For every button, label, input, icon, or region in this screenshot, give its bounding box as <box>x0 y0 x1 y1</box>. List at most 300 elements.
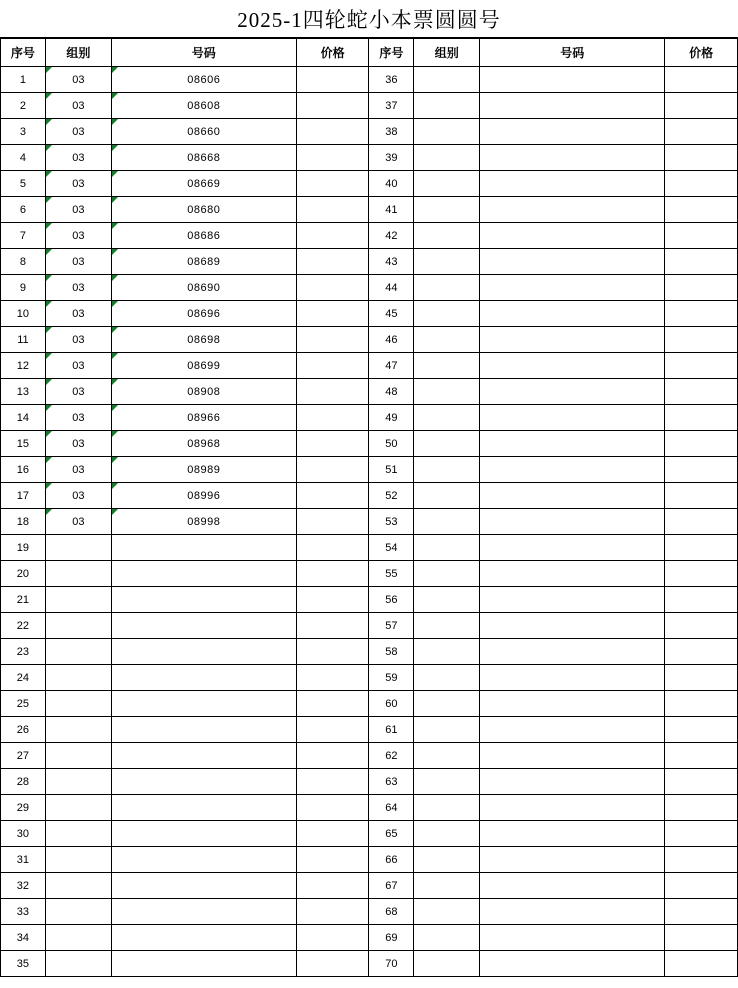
cell-group-right[interactable] <box>414 197 480 223</box>
cell-price-left[interactable] <box>296 951 369 977</box>
cell-price-right[interactable] <box>665 431 738 457</box>
table-row <box>1 327 738 353</box>
cell-group-left[interactable]: 03 <box>45 93 111 119</box>
cell-seq-left[interactable]: 34 <box>1 925 46 951</box>
table-header-row <box>1 39 738 67</box>
table-row <box>1 67 738 93</box>
table-body <box>1 67 738 977</box>
cell-number-right[interactable] <box>480 743 665 769</box>
cell-seq-left[interactable]: 29 <box>1 795 46 821</box>
cell-seq-right[interactable]: 47 <box>369 353 414 379</box>
cell-group-left[interactable] <box>45 587 111 613</box>
cell-price-right[interactable] <box>665 639 738 665</box>
cell-seq-right[interactable]: 57 <box>369 613 414 639</box>
cell-group-right[interactable] <box>414 457 480 483</box>
cell-group-left[interactable]: 03 <box>45 145 111 171</box>
cell-number-left[interactable]: 08660 <box>111 119 296 145</box>
cell-seq-left[interactable]: 6 <box>1 197 46 223</box>
cell-seq-right[interactable]: 49 <box>369 405 414 431</box>
cell-seq-left[interactable]: 16 <box>1 457 46 483</box>
cell-seq-left[interactable]: 28 <box>1 769 46 795</box>
cell-number-left[interactable]: 08698 <box>111 327 296 353</box>
cell-group-right[interactable] <box>414 743 480 769</box>
cell-group-left[interactable] <box>45 899 111 925</box>
cell-number-right[interactable] <box>480 353 665 379</box>
cell-seq-left[interactable]: 30 <box>1 821 46 847</box>
table-row <box>1 457 738 483</box>
cell-price-left[interactable] <box>296 639 369 665</box>
cell-seq-right[interactable]: 42 <box>369 223 414 249</box>
cell-group-right[interactable] <box>414 431 480 457</box>
cell-seq-right[interactable]: 64 <box>369 795 414 821</box>
cell-number-left[interactable] <box>111 587 296 613</box>
cell-number-right[interactable] <box>480 847 665 873</box>
cell-number-left[interactable]: 08968 <box>111 431 296 457</box>
cell-seq-right[interactable]: 37 <box>369 93 414 119</box>
cell-seq-left[interactable]: 19 <box>1 535 46 561</box>
cell-seq-right[interactable]: 41 <box>369 197 414 223</box>
cell-seq-left[interactable]: 14 <box>1 405 46 431</box>
cell-number-left[interactable] <box>111 925 296 951</box>
cell-group-right[interactable] <box>414 483 480 509</box>
cell-number-left[interactable] <box>111 847 296 873</box>
cell-price-left[interactable] <box>296 665 369 691</box>
cell-number-right[interactable] <box>480 899 665 925</box>
table-row <box>1 119 738 145</box>
cell-group-right[interactable] <box>414 145 480 171</box>
cell-price-right[interactable] <box>665 67 738 93</box>
cell-number-right[interactable] <box>480 639 665 665</box>
cell-price-right[interactable] <box>665 925 738 951</box>
cell-seq-left[interactable]: 17 <box>1 483 46 509</box>
cell-number-right[interactable] <box>480 145 665 171</box>
cell-number-left[interactable]: 08608 <box>111 93 296 119</box>
cell-number-right[interactable] <box>480 613 665 639</box>
cell-seq-left[interactable]: 33 <box>1 899 46 925</box>
cell-group-left[interactable]: 03 <box>45 223 111 249</box>
cell-number-left[interactable] <box>111 899 296 925</box>
cell-price-left[interactable] <box>296 769 369 795</box>
cell-group-right[interactable] <box>414 353 480 379</box>
cell-seq-left[interactable]: 9 <box>1 275 46 301</box>
cell-group-right[interactable] <box>414 769 480 795</box>
cell-price-left[interactable] <box>296 145 369 171</box>
cell-group-left[interactable] <box>45 925 111 951</box>
cell-number-left[interactable]: 08668 <box>111 145 296 171</box>
cell-number-right[interactable] <box>480 821 665 847</box>
cell-seq-right[interactable]: 68 <box>369 899 414 925</box>
cell-number-left[interactable] <box>111 743 296 769</box>
cell-seq-right[interactable]: 63 <box>369 769 414 795</box>
cell-group-left[interactable] <box>45 795 111 821</box>
cell-group-right[interactable] <box>414 379 480 405</box>
cell-seq-right[interactable]: 58 <box>369 639 414 665</box>
cell-price-left[interactable] <box>296 535 369 561</box>
cell-number-right[interactable] <box>480 119 665 145</box>
cell-price-left[interactable] <box>296 457 369 483</box>
cell-group-left[interactable]: 03 <box>45 509 111 535</box>
cell-price-left[interactable] <box>296 67 369 93</box>
cell-number-right[interactable] <box>480 405 665 431</box>
cell-group-left[interactable] <box>45 951 111 977</box>
cell-group-left[interactable] <box>45 717 111 743</box>
cell-number-left[interactable] <box>111 769 296 795</box>
cell-group-right[interactable] <box>414 509 480 535</box>
cell-number-left[interactable]: 08690 <box>111 275 296 301</box>
cell-seq-right[interactable]: 70 <box>369 951 414 977</box>
cell-number-left[interactable]: 08989 <box>111 457 296 483</box>
cell-number-right[interactable] <box>480 795 665 821</box>
cell-group-right[interactable] <box>414 847 480 873</box>
cell-price-right[interactable] <box>665 249 738 275</box>
table-row <box>1 613 738 639</box>
cell-number-right[interactable] <box>480 483 665 509</box>
cell-number-right[interactable] <box>480 509 665 535</box>
cell-price-right[interactable] <box>665 379 738 405</box>
cell-price-left[interactable] <box>296 561 369 587</box>
cell-group-left[interactable]: 03 <box>45 405 111 431</box>
cell-number-left[interactable]: 08696 <box>111 301 296 327</box>
cell-seq-left[interactable]: 26 <box>1 717 46 743</box>
cell-seq-right[interactable]: 43 <box>369 249 414 275</box>
cell-number-left[interactable]: 08606 <box>111 67 296 93</box>
cell-seq-right[interactable]: 61 <box>369 717 414 743</box>
cell-group-left[interactable]: 03 <box>45 353 111 379</box>
header-group-right: 组别 <box>414 39 480 67</box>
cell-group-right[interactable] <box>414 821 480 847</box>
cell-price-left[interactable] <box>296 873 369 899</box>
cell-number-left[interactable] <box>111 639 296 665</box>
cell-price-left[interactable] <box>296 613 369 639</box>
cell-group-right[interactable] <box>414 899 480 925</box>
cell-seq-right[interactable]: 60 <box>369 691 414 717</box>
cell-number-left[interactable] <box>111 821 296 847</box>
cell-number-right[interactable] <box>480 457 665 483</box>
cell-number-left[interactable]: 08680 <box>111 197 296 223</box>
cell-seq-right[interactable]: 36 <box>369 67 414 93</box>
cell-price-left[interactable] <box>296 223 369 249</box>
cell-group-left[interactable]: 03 <box>45 379 111 405</box>
cell-price-right[interactable] <box>665 275 738 301</box>
cell-number-right[interactable] <box>480 171 665 197</box>
cell-price-right[interactable] <box>665 847 738 873</box>
cell-price-left[interactable] <box>296 93 369 119</box>
cell-seq-left[interactable]: 22 <box>1 613 46 639</box>
cell-seq-right[interactable]: 50 <box>369 431 414 457</box>
cell-group-right[interactable] <box>414 249 480 275</box>
cell-group-left[interactable] <box>45 873 111 899</box>
cell-price-right[interactable] <box>665 327 738 353</box>
cell-seq-left[interactable]: 24 <box>1 665 46 691</box>
cell-group-right[interactable] <box>414 925 480 951</box>
cell-group-left[interactable] <box>45 613 111 639</box>
cell-price-left[interactable] <box>296 431 369 457</box>
cell-price-left[interactable] <box>296 301 369 327</box>
cell-seq-right[interactable]: 65 <box>369 821 414 847</box>
table-row <box>1 795 738 821</box>
cell-price-left[interactable] <box>296 899 369 925</box>
cell-seq-left[interactable]: 20 <box>1 561 46 587</box>
cell-number-right[interactable] <box>480 769 665 795</box>
cell-number-right[interactable] <box>480 873 665 899</box>
cell-seq-left[interactable]: 18 <box>1 509 46 535</box>
cell-price-left[interactable] <box>296 717 369 743</box>
cell-seq-right[interactable]: 38 <box>369 119 414 145</box>
cell-group-right[interactable] <box>414 223 480 249</box>
cell-group-right[interactable] <box>414 327 480 353</box>
cell-seq-left[interactable]: 3 <box>1 119 46 145</box>
cell-group-right[interactable] <box>414 275 480 301</box>
cell-price-right[interactable] <box>665 743 738 769</box>
cell-number-left[interactable] <box>111 795 296 821</box>
cell-seq-left[interactable]: 27 <box>1 743 46 769</box>
cell-seq-right[interactable]: 48 <box>369 379 414 405</box>
cell-group-right[interactable] <box>414 119 480 145</box>
cell-group-left[interactable]: 03 <box>45 171 111 197</box>
cell-price-right[interactable] <box>665 353 738 379</box>
table-row <box>1 925 738 951</box>
cell-number-left[interactable]: 08686 <box>111 223 296 249</box>
cell-price-right[interactable] <box>665 691 738 717</box>
cell-group-left[interactable]: 03 <box>45 197 111 223</box>
cell-group-left[interactable]: 03 <box>45 457 111 483</box>
cell-group-right[interactable] <box>414 795 480 821</box>
cell-group-right[interactable] <box>414 93 480 119</box>
cell-price-right[interactable] <box>665 145 738 171</box>
cell-number-right[interactable] <box>480 431 665 457</box>
cell-number-right[interactable] <box>480 665 665 691</box>
table-row <box>1 249 738 275</box>
cell-price-right[interactable] <box>665 717 738 743</box>
cell-price-left[interactable] <box>296 509 369 535</box>
cell-seq-right[interactable]: 67 <box>369 873 414 899</box>
cell-group-left[interactable]: 03 <box>45 301 111 327</box>
cell-group-left[interactable]: 03 <box>45 431 111 457</box>
cell-price-right[interactable] <box>665 457 738 483</box>
cell-number-left[interactable]: 08908 <box>111 379 296 405</box>
cell-group-left[interactable]: 03 <box>45 67 111 93</box>
cell-seq-left[interactable]: 1 <box>1 67 46 93</box>
cell-seq-left[interactable]: 2 <box>1 93 46 119</box>
table-row <box>1 691 738 717</box>
cell-price-left[interactable] <box>296 171 369 197</box>
cell-price-left[interactable] <box>296 327 369 353</box>
cell-price-right[interactable] <box>665 561 738 587</box>
cell-group-right[interactable] <box>414 665 480 691</box>
cell-number-right[interactable] <box>480 535 665 561</box>
cell-price-right[interactable] <box>665 509 738 535</box>
cell-group-left[interactable] <box>45 769 111 795</box>
cell-number-right[interactable] <box>480 691 665 717</box>
cell-number-left[interactable] <box>111 613 296 639</box>
cell-number-left[interactable]: 08966 <box>111 405 296 431</box>
cell-number-right[interactable] <box>480 223 665 249</box>
cell-price-right[interactable] <box>665 795 738 821</box>
cell-number-right[interactable] <box>480 925 665 951</box>
cell-group-left[interactable] <box>45 665 111 691</box>
cell-seq-left[interactable]: 31 <box>1 847 46 873</box>
cell-number-left[interactable]: 08689 <box>111 249 296 275</box>
cell-seq-left[interactable]: 7 <box>1 223 46 249</box>
cell-group-right[interactable] <box>414 587 480 613</box>
cell-number-left[interactable]: 08699 <box>111 353 296 379</box>
cell-seq-right[interactable]: 52 <box>369 483 414 509</box>
cell-seq-left[interactable]: 25 <box>1 691 46 717</box>
cell-price-right[interactable] <box>665 119 738 145</box>
cell-seq-right[interactable]: 66 <box>369 847 414 873</box>
cell-group-left[interactable]: 03 <box>45 249 111 275</box>
cell-price-right[interactable] <box>665 587 738 613</box>
cell-number-right[interactable] <box>480 275 665 301</box>
cell-seq-right[interactable]: 59 <box>369 665 414 691</box>
cell-price-left[interactable] <box>296 249 369 275</box>
cell-seq-left[interactable]: 23 <box>1 639 46 665</box>
cell-number-left[interactable]: 08998 <box>111 509 296 535</box>
cell-price-left[interactable] <box>296 743 369 769</box>
cell-seq-right[interactable]: 54 <box>369 535 414 561</box>
cell-group-left[interactable]: 03 <box>45 119 111 145</box>
cell-seq-right[interactable]: 44 <box>369 275 414 301</box>
cell-group-right[interactable] <box>414 405 480 431</box>
cell-group-right[interactable] <box>414 717 480 743</box>
cell-group-right[interactable] <box>414 951 480 977</box>
cell-group-right[interactable] <box>414 873 480 899</box>
table-row <box>1 847 738 873</box>
cell-price-right[interactable] <box>665 769 738 795</box>
cell-seq-right[interactable]: 55 <box>369 561 414 587</box>
cell-group-left[interactable] <box>45 847 111 873</box>
cell-seq-left[interactable]: 15 <box>1 431 46 457</box>
cell-group-left[interactable] <box>45 821 111 847</box>
cell-number-left[interactable] <box>111 535 296 561</box>
cell-number-right[interactable] <box>480 587 665 613</box>
cell-price-right[interactable] <box>665 821 738 847</box>
table-row <box>1 197 738 223</box>
cell-group-right[interactable] <box>414 535 480 561</box>
cell-seq-left[interactable]: 12 <box>1 353 46 379</box>
cell-group-left[interactable]: 03 <box>45 275 111 301</box>
cell-number-right[interactable] <box>480 197 665 223</box>
cell-price-left[interactable] <box>296 847 369 873</box>
cell-number-right[interactable] <box>480 951 665 977</box>
table-row <box>1 717 738 743</box>
cell-seq-right[interactable]: 56 <box>369 587 414 613</box>
cell-price-left[interactable] <box>296 483 369 509</box>
cell-group-left[interactable] <box>45 743 111 769</box>
cell-number-left[interactable]: 08996 <box>111 483 296 509</box>
cell-price-right[interactable] <box>665 665 738 691</box>
cell-seq-right[interactable]: 39 <box>369 145 414 171</box>
cell-price-left[interactable] <box>296 587 369 613</box>
cell-price-left[interactable] <box>296 379 369 405</box>
cell-seq-left[interactable]: 11 <box>1 327 46 353</box>
cell-price-right[interactable] <box>665 951 738 977</box>
cell-seq-left[interactable]: 4 <box>1 145 46 171</box>
cell-group-right[interactable] <box>414 561 480 587</box>
cell-price-left[interactable] <box>296 691 369 717</box>
cell-number-left[interactable] <box>111 873 296 899</box>
cell-group-left[interactable]: 03 <box>45 483 111 509</box>
cell-price-left[interactable] <box>296 119 369 145</box>
cell-price-right[interactable] <box>665 613 738 639</box>
cell-price-right[interactable] <box>665 223 738 249</box>
cell-price-right[interactable] <box>665 405 738 431</box>
cell-group-right[interactable] <box>414 639 480 665</box>
cell-price-right[interactable] <box>665 301 738 327</box>
cell-group-right[interactable] <box>414 67 480 93</box>
cell-number-left[interactable]: 08669 <box>111 171 296 197</box>
cell-seq-right[interactable]: 62 <box>369 743 414 769</box>
document-title-bar <box>0 0 738 38</box>
cell-price-left[interactable] <box>296 795 369 821</box>
cell-number-right[interactable] <box>480 249 665 275</box>
cell-price-right[interactable] <box>665 535 738 561</box>
cell-price-right[interactable] <box>665 93 738 119</box>
cell-number-left[interactable] <box>111 665 296 691</box>
table-row <box>1 405 738 431</box>
cell-number-right[interactable] <box>480 379 665 405</box>
cell-group-right[interactable] <box>414 171 480 197</box>
cell-seq-left[interactable]: 10 <box>1 301 46 327</box>
cell-price-right[interactable] <box>665 483 738 509</box>
cell-number-left[interactable] <box>111 561 296 587</box>
cell-number-right[interactable] <box>480 67 665 93</box>
cell-number-right[interactable] <box>480 327 665 353</box>
cell-price-right[interactable] <box>665 873 738 899</box>
cell-price-left[interactable] <box>296 197 369 223</box>
cell-price-right[interactable] <box>665 197 738 223</box>
cell-price-right[interactable] <box>665 171 738 197</box>
cell-number-left[interactable] <box>111 951 296 977</box>
cell-seq-left[interactable]: 21 <box>1 587 46 613</box>
cell-number-right[interactable] <box>480 717 665 743</box>
cell-seq-right[interactable]: 51 <box>369 457 414 483</box>
cell-price-left[interactable] <box>296 405 369 431</box>
cell-group-right[interactable] <box>414 301 480 327</box>
cell-seq-right[interactable]: 46 <box>369 327 414 353</box>
cell-price-left[interactable] <box>296 353 369 379</box>
cell-number-right[interactable] <box>480 561 665 587</box>
header-number-left: 号码 <box>111 39 296 67</box>
cell-seq-right[interactable]: 53 <box>369 509 414 535</box>
cell-seq-right[interactable]: 40 <box>369 171 414 197</box>
cell-seq-right[interactable]: 45 <box>369 301 414 327</box>
cell-seq-right[interactable]: 69 <box>369 925 414 951</box>
cell-group-left[interactable] <box>45 561 111 587</box>
cell-price-left[interactable] <box>296 821 369 847</box>
cell-number-right[interactable] <box>480 301 665 327</box>
cell-price-right[interactable] <box>665 899 738 925</box>
cell-seq-left[interactable]: 32 <box>1 873 46 899</box>
cell-number-left[interactable] <box>111 717 296 743</box>
cell-seq-left[interactable]: 13 <box>1 379 46 405</box>
cell-number-left[interactable] <box>111 691 296 717</box>
cell-group-right[interactable] <box>414 613 480 639</box>
cell-seq-left[interactable]: 8 <box>1 249 46 275</box>
cell-seq-left[interactable]: 5 <box>1 171 46 197</box>
cell-group-left[interactable] <box>45 535 111 561</box>
cell-number-right[interactable] <box>480 93 665 119</box>
cell-group-left[interactable] <box>45 691 111 717</box>
table-row <box>1 899 738 925</box>
table-row <box>1 561 738 587</box>
cell-price-left[interactable] <box>296 925 369 951</box>
cell-group-left[interactable] <box>45 639 111 665</box>
cell-seq-left[interactable]: 35 <box>1 951 46 977</box>
cell-group-left[interactable]: 03 <box>45 327 111 353</box>
cell-price-left[interactable] <box>296 275 369 301</box>
cell-group-right[interactable] <box>414 691 480 717</box>
